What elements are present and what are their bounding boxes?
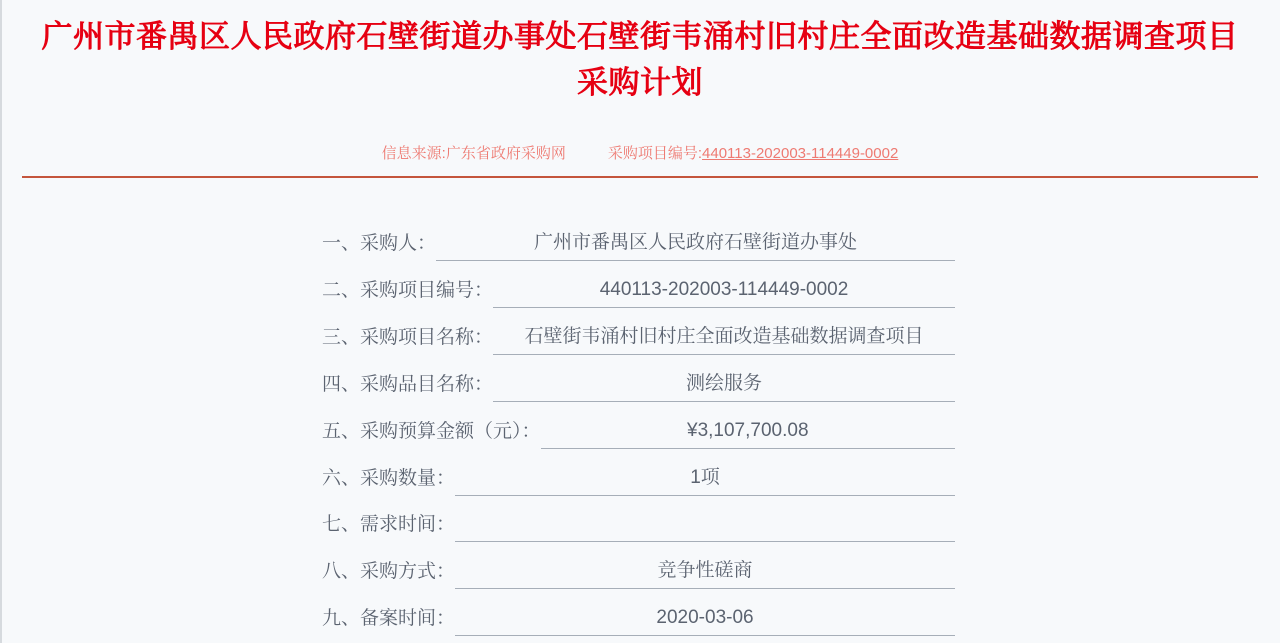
form-row-quantity <box>322 466 955 496</box>
page-left-edge <box>0 0 2 643</box>
divider <box>22 176 1258 178</box>
field-value: 竞争性磋商 <box>455 559 955 589</box>
form-row-procurement-method <box>322 559 955 589</box>
field-label: 四、采购品目名称： <box>322 374 494 395</box>
field-label: 三、采购项目名称： <box>322 327 494 348</box>
field-value: 石壁街韦涌村旧村庄全面改造基础数据调查项目 <box>493 325 955 355</box>
project-number-group <box>608 142 898 163</box>
field-label: 九、备案时间： <box>322 608 456 629</box>
form-row-project-name <box>322 325 955 355</box>
form-row-purchaser <box>322 231 955 261</box>
field-value <box>455 536 955 542</box>
source-info-bar <box>0 142 1280 163</box>
field-value: 1项 <box>455 466 955 496</box>
field-label: 八、采购方式： <box>322 561 456 582</box>
form-row-demand-time <box>322 513 955 542</box>
form-row-category-name <box>322 372 955 402</box>
page-title: 广州市番禺区人民政府石壁街道办事处石壁街韦涌村旧村庄全面改造基础数据调查项目采购计划 <box>41 19 1239 100</box>
field-label: 二、采购项目编号： <box>322 280 494 301</box>
field-value: 测绘服务 <box>493 372 955 402</box>
form-row-budget-amount <box>322 419 955 449</box>
field-value: 广州市番禺区人民政府石壁街道办事处 <box>436 231 955 261</box>
field-label: 五、采购预算金额（元）： <box>322 421 541 442</box>
field-label: 一、采购人： <box>322 233 437 254</box>
field-label: 六、采购数量： <box>322 468 456 489</box>
form-row-filing-time <box>322 606 955 636</box>
field-value: ¥3,107,700.08 <box>541 419 955 449</box>
project-number-link[interactable]: 440113-202003-114449-0002 <box>702 145 899 162</box>
form-row-project-number <box>322 278 955 308</box>
field-value: 440113-202003-114449-0002 <box>493 278 955 308</box>
project-number-label: 采购项目编号: <box>607 145 703 162</box>
field-label: 七、需求时间： <box>322 514 456 535</box>
field-value: 2020-03-06 <box>455 606 955 636</box>
info-source-label: 信息来源:广东省政府采购网 <box>381 145 566 162</box>
procurement-form <box>322 231 955 636</box>
